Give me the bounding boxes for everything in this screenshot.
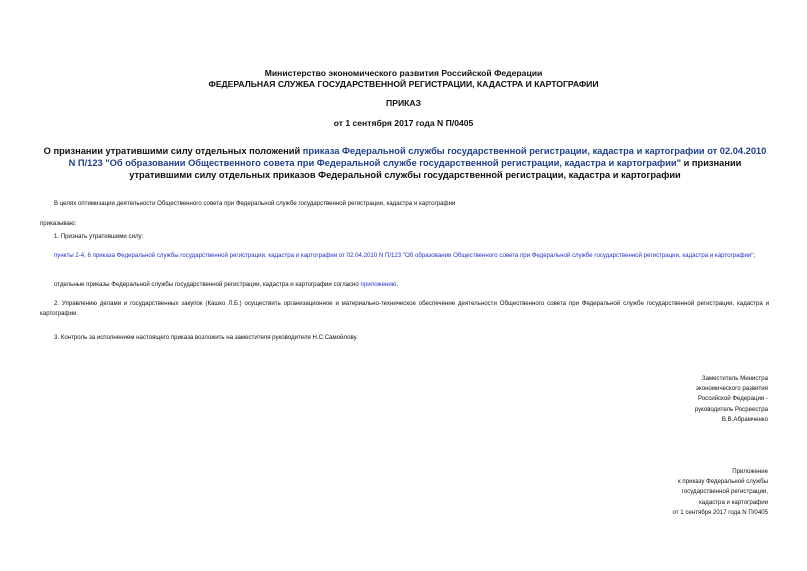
service-name: ФЕДЕРАЛЬНАЯ СЛУЖБА ГОСУДАРСТВЕННОЙ РЕГИСТРАЦИИ, КАДАСТРА И КАРТОГРАФИИ <box>208 79 599 89</box>
item-1-b-text: отдельные приказы Федеральной службы государственной регистрации, кадастра и картографии согласно <box>54 281 361 288</box>
repealed-points-link[interactable]: пункты 2-4, 6 приказа Федеральной службы государственной регистрации, кадастра и картографии от 02.04.2010 N П/123 "Об образовании Общественного совета при Федеральной службе государственной регистрации, кадастра и картографии" <box>54 252 754 259</box>
appendix-line: от 1 сентября 2017 года N П/0405 <box>672 508 768 516</box>
signature-line: Российской Федерации - <box>698 395 768 403</box>
appendix-line: Приложение <box>732 468 768 475</box>
item-1-b <box>54 280 398 290</box>
ministry-name: Министерство экономического развития Российской Федерации <box>264 68 543 78</box>
item-1-a-end: ; <box>753 252 756 259</box>
appendix-line: государственной регистрации, <box>681 488 768 496</box>
preamble-text: В целях оптимизации деятельности Общественного совета при Федеральной службе государственной регистрации, кадастра и картографии <box>54 200 456 207</box>
item-1: 1. Признать утратившими силу: <box>54 233 144 240</box>
document-title <box>40 145 770 181</box>
document-date-number: от 1 сентября 2017 года N П/0405 <box>333 118 474 128</box>
document-type: ПРИКАЗ <box>386 98 421 108</box>
title-prefix: О признании утратившими силу отдельных положений <box>43 146 303 156</box>
item-1-a <box>40 251 769 261</box>
signature-line: Заместитель Министра <box>701 375 768 382</box>
order-word: приказываю: <box>40 220 77 227</box>
signature-line: экономического развития <box>695 385 768 393</box>
item-2: 2. Управлению делами и государственных закупок (Кашко Л.Б.) осуществить организационное и материально-техническое обеспечение деятельности Общественного совета при Федеральной службе государственной регистрации, кадастра и картографии. <box>40 300 769 317</box>
item-1-b-end: . <box>396 281 399 288</box>
appendix-block <box>673 467 768 518</box>
signature-name: В.В.Абрамченко <box>721 415 768 423</box>
signature-block <box>695 374 768 425</box>
item-3: 3. Контроль за исполнением настоящего приказа возложить на заместителя руководителя Н.С.Самойлову. <box>54 334 358 341</box>
title-suffix: и признании утратившими силу отдельных приказов Федеральной службы государственной регистрации, кадастра и картографии <box>129 158 742 180</box>
appendix-link[interactable]: приложению <box>360 281 397 288</box>
appendix-line: к приказу Федеральной службы <box>678 478 768 486</box>
appendix-line: кадастра и картографии <box>699 498 768 506</box>
title-order-link[interactable]: приказа Федеральной службы государственной регистрации, кадастра и картографии от 02.04.2010 N П/123 "Об образовании Общественного совета при Федеральной службе государственной регистрации, кадастра и картографии" <box>68 146 767 168</box>
signature-line: руководитель Росреестра <box>694 405 768 413</box>
